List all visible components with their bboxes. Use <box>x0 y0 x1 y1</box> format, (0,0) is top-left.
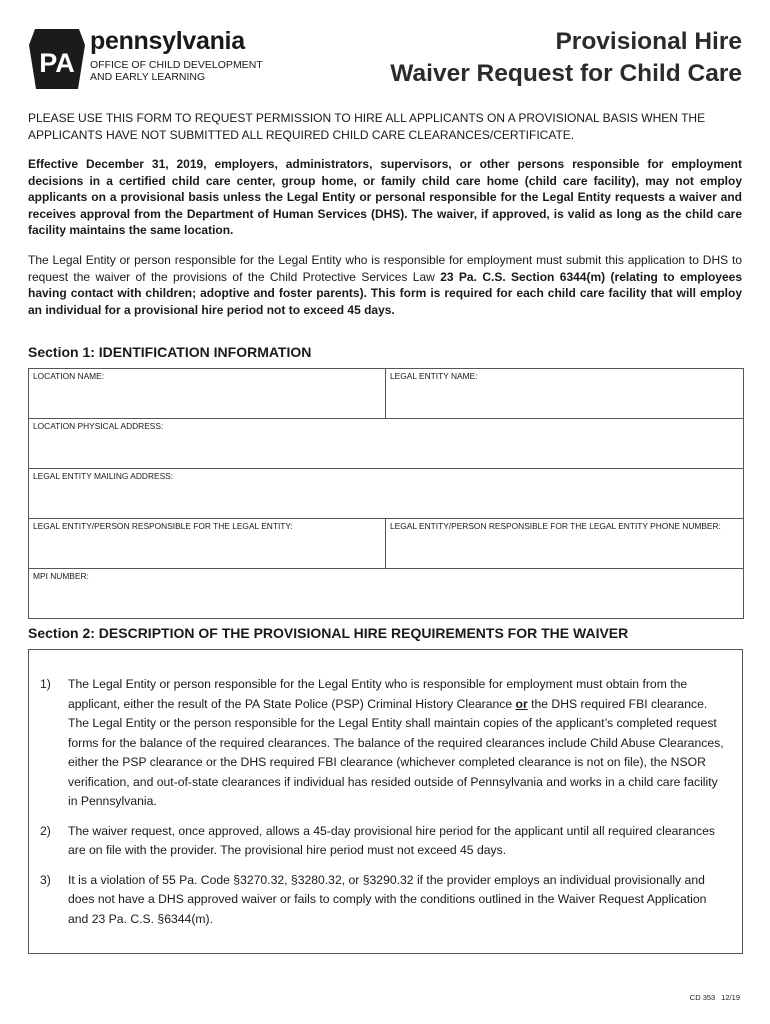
section-1-heading: Section 1: IDENTIFICATION INFORMATION <box>28 344 312 360</box>
identification-form-table <box>28 368 744 619</box>
legal-entity-name-label: LEGAL ENTITY NAME: <box>390 371 478 381</box>
requirement-number: 2) <box>40 823 51 838</box>
requirement-text-part: The Legal Entity or person responsible for the Legal Entity who is responsible for employment must obtain from the applicant, either the result of the PA State Police (PSP) Criminal History Clearance <box>68 677 688 711</box>
state-name: pennsylvania <box>90 27 245 55</box>
section-2-heading: Section 2: DESCRIPTION OF THE PROVISIONAL HIRE REQUIREMENTS FOR THE WAIVER <box>28 625 629 641</box>
legal-text-plain: The Legal Entity or person responsible for the Legal Entity who is responsible for employment must submit this application to DHS to request the waiver of the provisions of the Child Protective Services Law <box>28 253 742 284</box>
responsible-phone-label: LEGAL ENTITY/PERSON RESPONSIBLE FOR THE LEGAL ENTITY PHONE NUMBER: <box>390 521 721 531</box>
form-code: CD 353 <box>689 993 716 1002</box>
legal-entity-name-field[interactable] <box>386 369 744 419</box>
office-name <box>90 59 263 83</box>
location-physical-address-label: LOCATION PHYSICAL ADDRESS: <box>33 421 164 431</box>
mpi-number-label: MPI NUMBER: <box>33 571 89 581</box>
mpi-number-field[interactable] <box>29 569 744 619</box>
form-title-line-1: Provisional Hire <box>555 28 742 55</box>
effective-date-paragraph: Effective December 31, 2019, employers, administrators, supervisors, or other persons responsible for employment decisions in a certified child care center, group home, or family child care home (child care facility), may not employ applicants on a provisional basis unless the Legal Entity or personal responsible for the Legal Entity requests a waiver and receives approval from the Department of Human Services (DHS). The waiver, if approved, is valid as long as the child care facility maintains the same location. <box>28 157 742 237</box>
requirement-item <box>40 675 726 812</box>
form-title-line-2: Waiver Request for Child Care <box>390 60 742 87</box>
location-name-label: LOCATION NAME: <box>33 371 105 381</box>
requirement-item <box>40 822 726 861</box>
requirements-list <box>40 675 726 939</box>
requirement-text: The waiver request, once approved, allows a 45-day provisional hire period for the applicant until all required clearances are on file with the provider. The provisional hire period must not exceed 45 days. <box>68 823 715 857</box>
requirement-text <box>68 675 726 812</box>
responsible-person-field[interactable] <box>29 519 386 569</box>
location-physical-address-field[interactable] <box>29 419 744 469</box>
requirement-text: It is a violation of 55 Pa. Code §3270.32, §3280.32, or §3290.32 if the provider employs an individual provisionally and does not have a DHS approved waiver or fails to comply with the conditions outlined in the Waiver Request Application and 23 Pa. C.S. §6344(m). <box>68 872 707 926</box>
legal-entity-mailing-address-field[interactable] <box>29 469 744 519</box>
requirement-item <box>40 871 726 930</box>
office-line-2: AND EARLY LEARNING <box>90 71 206 83</box>
requirement-text-or: or <box>515 696 528 711</box>
responsible-phone-field[interactable] <box>386 519 744 569</box>
requirement-number: 3) <box>40 872 51 887</box>
legal-entity-mailing-address-label: LEGAL ENTITY MAILING ADDRESS: <box>33 471 174 481</box>
requirement-text-part: the DHS required FBI clearance. The Legal Entity or the person responsible for the Legal Entity shall maintain copies of the applicant’s completed request forms for the balance of the required clearances. The balance of the required clearances include Child Abuse Clearances, either the PSP clearance or the DHS required FBI clearance (whichever completed clearance is not on file), the NSOR verification, and out-of-state clearances if individual has resided outside of Pennsylvania and works in a child care facility in Pennsylvania. <box>68 696 724 808</box>
pa-keystone-logo <box>27 27 87 91</box>
requirement-number: 1) <box>40 677 51 691</box>
legal-text-bold: 23 Pa. C.S. Section 6344(m) (relating to employees having contact with children; adoptive and foster parents). This form is required for each child care facility that will employ an individual for a provisional hire period not to exceed 45 days. <box>28 269 742 317</box>
intro-paragraph: PLEASE USE THIS FORM TO REQUEST PERMISSION TO HIRE ALL APPLICANTS ON A PROVISIONAL BASIS WHEN THE APPLICANTS HAVE NOT SUBMITTED ALL REQUIRED CHILD CARE CLEARANCES/CERTIFICATE. <box>28 111 706 142</box>
location-name-field[interactable] <box>29 369 386 419</box>
form-date: 12/19 <box>721 993 740 1002</box>
logo-text: PA <box>39 48 75 78</box>
responsible-person-label: LEGAL ENTITY/PERSON RESPONSIBLE FOR THE LEGAL ENTITY: <box>33 521 293 531</box>
form-title <box>390 26 742 90</box>
legal-requirements-paragraph <box>28 252 742 318</box>
form-footer <box>684 993 740 1002</box>
office-line-1: OFFICE OF CHILD DEVELOPMENT <box>90 59 263 71</box>
